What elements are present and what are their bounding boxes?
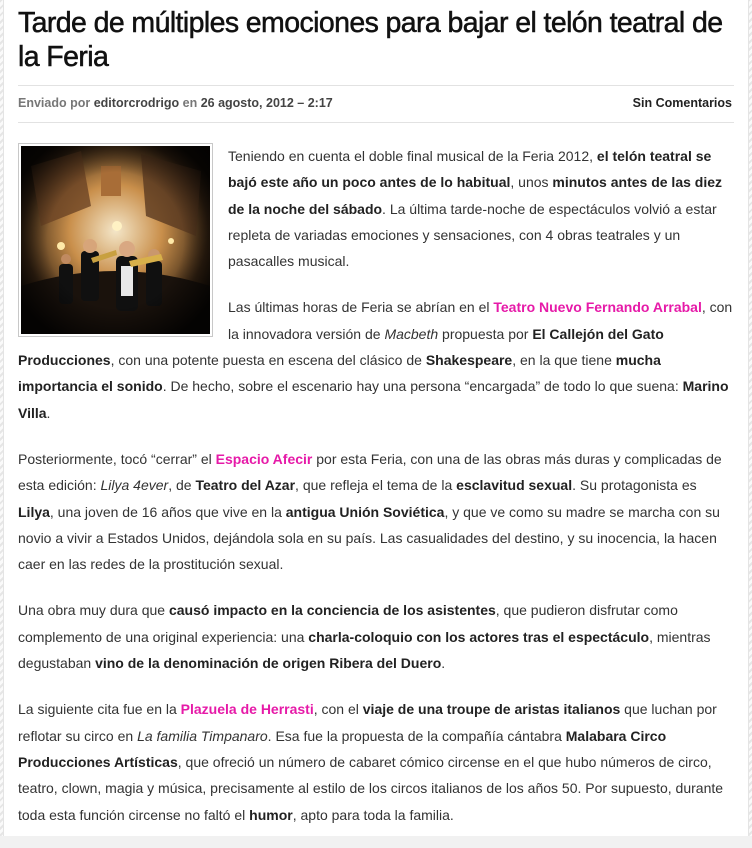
divider-bottom <box>18 122 734 123</box>
paragraph-5 <box>18 696 734 827</box>
p3-text-l: , y que ve como su madre se marcha con su novio a vivir a Estados Unidos, dejándola sola en su país. Las casualidades del destino, y su inocencia, la hacen caer en las redes de la prostitución sexual. <box>18 503 720 573</box>
p5-text-f: . Esa fue la propuesta de la compañía cántabra <box>267 727 566 744</box>
comments-link[interactable]: Sin Comentarios <box>632 96 732 110</box>
p2-text-h: , en la que tiene <box>512 352 616 369</box>
p3-text-b: por esta Feria, con una de las obras más duras y complicadas de esta edición: <box>18 450 722 494</box>
p2-bold-g: Shakespeare <box>425 352 513 369</box>
p5-bold-g: Malabara Circo Producciones Artísticas <box>18 727 667 770</box>
p1-text-c: , unos <box>510 174 553 191</box>
post-content <box>18 143 734 848</box>
p3-text-h: . Su protagonista es <box>572 477 697 494</box>
p2-text-j: . De hecho, sobre el escenario hay una persona “encargada” de todo lo que suena: <box>162 378 683 395</box>
p3-bold-i: Lilya <box>18 503 50 520</box>
p2-italic-macbeth: Macbeth <box>384 325 439 342</box>
p4-text-c: , que pudieron disfrutar como complemento de una original experiencia: una <box>18 602 678 645</box>
p5-bold-i: humor <box>249 806 293 823</box>
parade-photo <box>21 146 210 334</box>
post-image[interactable] <box>18 143 213 337</box>
p1-text-e: . La última tarde-noche de espectáculos volvió a estar repleta de variadas emociones y sensaciones, con 4 obras teatrales y un pasacalles musical. <box>228 200 717 270</box>
p4-text-e: , mientras degustaban <box>18 628 711 672</box>
author-link[interactable]: editorcrodrigo <box>93 96 180 110</box>
paragraph-4 <box>18 597 734 676</box>
p3-bold-k: antigua Unión Soviética <box>285 503 445 520</box>
p5-text-b: , con el <box>313 701 363 718</box>
p1-text-a: Teniendo en cuenta el doble final musical de la Feria 2012, <box>228 148 597 164</box>
p3-text-a: Posteriormente, tocó “cerrar” el <box>18 450 216 467</box>
post-meta <box>18 95 732 111</box>
p3-bold-e: Teatro del Azar <box>195 477 296 494</box>
post-date: 26 agosto, 2012 – 2:17 <box>200 96 333 110</box>
p3-italic-c: Lilya 4ever <box>100 477 169 494</box>
p4-bold-f: vino de la denominación de origen Ribera del Duero <box>95 655 442 672</box>
p2-text-b: , con la innovadora versión de <box>228 299 733 342</box>
divider-top <box>18 85 734 86</box>
sent-by-label: Enviado por <box>18 96 91 110</box>
p2-text-l: . <box>46 404 51 421</box>
p3-text-f: , que refleja el tema de la <box>295 477 457 494</box>
p5-italic-e: La familia Timpanaro <box>137 727 268 744</box>
p3-text-j: , una joven de 16 años que vive en la <box>49 503 286 520</box>
p5-bold-c: viaje de una troupe de aristas italianos <box>362 701 621 718</box>
p3-text-d: , de <box>168 477 196 494</box>
p5-text-a: La siguiente cita fue en la <box>18 701 181 718</box>
p4-bold-b: causó impacto en la conciencia de los asistentes <box>168 602 496 619</box>
p1-bold-b: el telón teatral se bajó este año un poco antes de lo habitual <box>228 148 712 191</box>
p5-text-h: , que ofreció un número de cabaret cómico circense en el que hubo números de circo, teatro, clown, magia y música, precisamente al estilo de los circos italianos de los años 50. Por supuesto, durante toda esta función circense no faltó el <box>18 753 724 823</box>
paragraph-3 <box>18 446 734 577</box>
p5-text-j: , apto para toda la familia. <box>292 806 454 823</box>
p2-bold-k: Marino Villa <box>18 378 729 421</box>
p2-text-f: , con una potente puesta en escena del clásico de <box>110 352 426 369</box>
p1-bold-d: minutos antes de las diez de la noche del sábado <box>228 174 723 217</box>
link-espacio-afecir[interactable]: Espacio Afecir <box>215 450 313 467</box>
link-teatro-nuevo-fernando-arrabal[interactable]: Teatro Nuevo Fernando Arrabal <box>493 299 702 316</box>
p2-bold-e: El Callejón del Gato Producciones <box>18 325 664 369</box>
date-prefix: en <box>182 96 198 110</box>
p4-bold-d: charla-coloquio con los actores tras el espectáculo <box>308 628 650 645</box>
post-title[interactable]: Tarde de múltiples emociones para bajar el telón teatral de la Feria <box>18 7 723 73</box>
p5-text-d: que luchan por reflotar su circo en <box>18 701 717 744</box>
p2-bold-i: mucha importancia el sonido <box>18 352 661 395</box>
p2-text-d: propuesta por <box>438 325 533 342</box>
p2-text-a: Las últimas horas de Feria se abrían en el <box>228 299 494 316</box>
p4-text-a: Una obra muy dura que <box>18 602 169 619</box>
link-plazuela-de-herrasti[interactable]: Plazuela de Herrasti <box>180 701 314 718</box>
p3-bold-g: esclavitud sexual <box>456 477 573 494</box>
p4-text-g: . <box>441 655 446 672</box>
